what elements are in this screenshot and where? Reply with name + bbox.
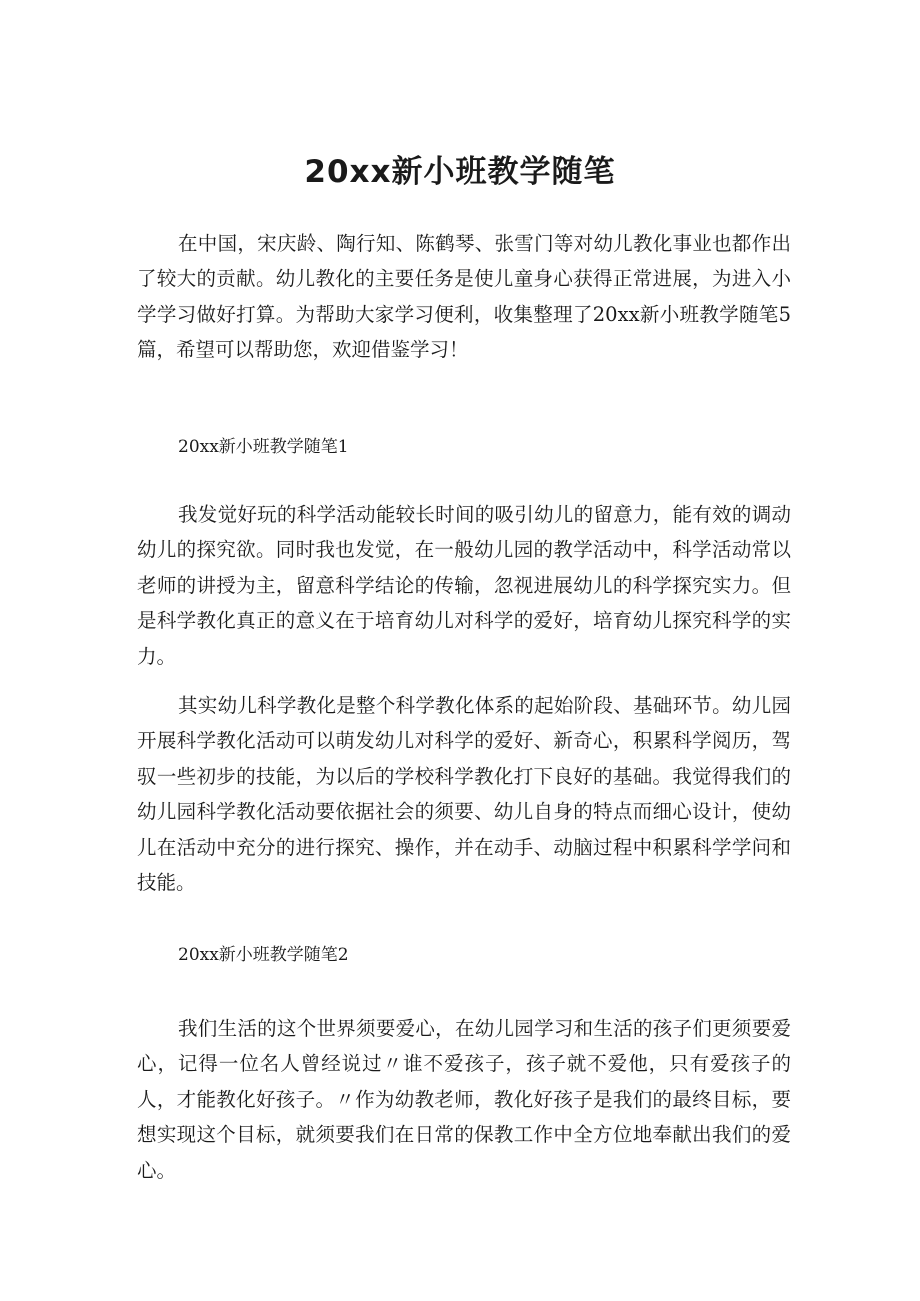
section-heading-2: 20xx新小班教学随笔2 — [178, 945, 349, 965]
intro-paragraph: 在中国，宋庆龄、陶行知、陈鹤琴、张雪门等对幼儿教化事业也都作出了较大的贡献。幼儿教化的主要任务是使儿童身心获得正常进展，为进入小学学习做好打算。为帮助大家学习便利，收集整理了20xx新小班教学随笔5篇，希望可以帮助您，欢迎借鉴学习！ — [137, 232, 791, 362]
section-1-paragraph-1: 我发觉好玩的科学活动能较长时间的吸引幼儿的留意力，能有效的调动幼儿的探究欲。同时我也发觉，在一般幼儿园的教学活动中，科学活动常以老师的讲授为主，留意科学结论的传输，忽视进展幼儿的科学探究实力。但是科学教化真正的意义在于培育幼儿对科学的爱好，培育幼儿探究科学的实力。 — [137, 503, 791, 668]
section-2-paragraph-1: 我们生活的这个世界须要爱心，在幼儿园学习和生活的孩子们更须要爱心，记得一位名人曾经说过〃谁不爱孩子，孩子就不爱他，只有爱孩子的人，才能教化好孩子。〃作为幼教老师，教化好孩子是我们的最终目标，要想实现这个目标，就须要我们在日常的保教工作中全方位地奉献出我们的爱心。 — [137, 1017, 791, 1182]
section-1-paragraph-2: 其实幼儿科学教化是整个科学教化体系的起始阶段、基础环节。幼儿园开展科学教化活动可以萌发幼儿对科学的爱好、新奇心，积累科学阅历，驾驭一些初步的技能，为以后的学校科学教化打下良好的基础。我觉得我们的幼儿园科学教化活动要依据社会的须要、幼儿自身的特点而细心设计，使幼儿在活动中充分的进行探究、操作，并在动手、动脑过程中积累科学学问和技能。 — [137, 694, 791, 895]
section-heading-1: 20xx新小班教学随笔1 — [178, 437, 349, 457]
document-title: 20xx新小班教学随笔 — [304, 154, 616, 190]
